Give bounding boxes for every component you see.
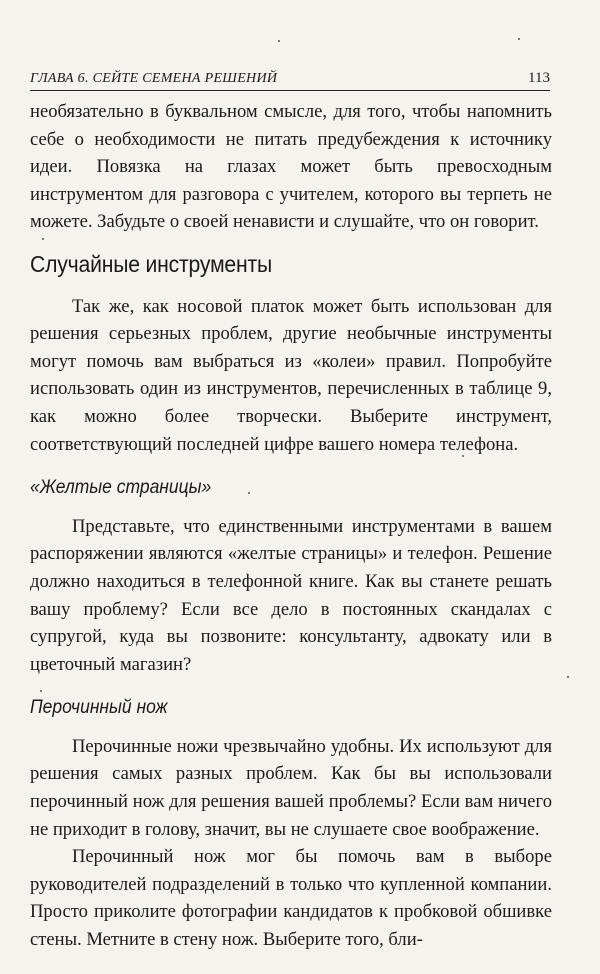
subsection-heading-yellow-pages: «Желтые страницы» xyxy=(30,477,212,499)
scan-speck xyxy=(462,455,464,457)
section-heading-random-tools: Случайные инструменты xyxy=(30,250,273,277)
running-head: ГЛАВА 6. СЕЙТЕ СЕМЕНА РЕШЕНИЙ xyxy=(30,71,278,86)
paragraph-penknife-2: Перочинный нож мог бы помочь вам в выборе руководителей подразделений в только что купленной компании. Просто приколите фотографии кандидатов к пробковой обшивке стены. Метните в стену нож. Выберите того, бли- xyxy=(30,846,552,951)
scan-speck xyxy=(42,238,44,240)
paragraph-penknife-1: Перочинные ножи чрезвычайно удобны. Их используют для решения самых разных проблем. Как бы вы использовали перочинный нож для решения вашей проблемы? Если вам ничего не приходит в голову, значит, вы не слушаете свое воображение. xyxy=(30,735,552,840)
scan-speck xyxy=(518,38,520,40)
scan-speck xyxy=(40,690,42,692)
paragraph-continuation: необязательно в буквальном смысле, для того, чтобы напомнить себе о необходимости не питать предубеждения к источнику идеи. Повязка на глазах может быть превосходным инструментом для разговора с учителем, которого вы терпеть не можете. Забудьте о своей ненависти и слушайте, что он говорит. xyxy=(30,101,552,233)
scan-speck xyxy=(278,40,280,42)
subsection-heading-penknife: Перочинный нож xyxy=(30,697,168,719)
scan-speck xyxy=(248,492,250,494)
paragraph-random-tools: Так же, как носовой платок может быть использован для решения серьезных проблем, другие необычные инструменты могут помочь вам выбраться из «колеи» правил. Попробуйте использовать один из инструментов, перечисленных в таблице 9, как можно более творчески. Выберите инструмент, соответствующий последней цифре вашего номера телефона. xyxy=(30,295,552,455)
page-body xyxy=(30,98,552,954)
paragraph-yellow-pages: Представьте, что единственными инструментами в вашем распоряжении являются «желтые страницы» и телефон. Решение должно находиться в телефонной книге. Как вы станете решать вашу проблему? Если все дело в постоянных скандалах с супругой, куда вы позвоните: консультанту, адвокату или в цветочный магазин? xyxy=(30,515,552,675)
scan-speck xyxy=(567,676,569,678)
page-header xyxy=(30,64,550,91)
page-number: 113 xyxy=(528,70,550,86)
